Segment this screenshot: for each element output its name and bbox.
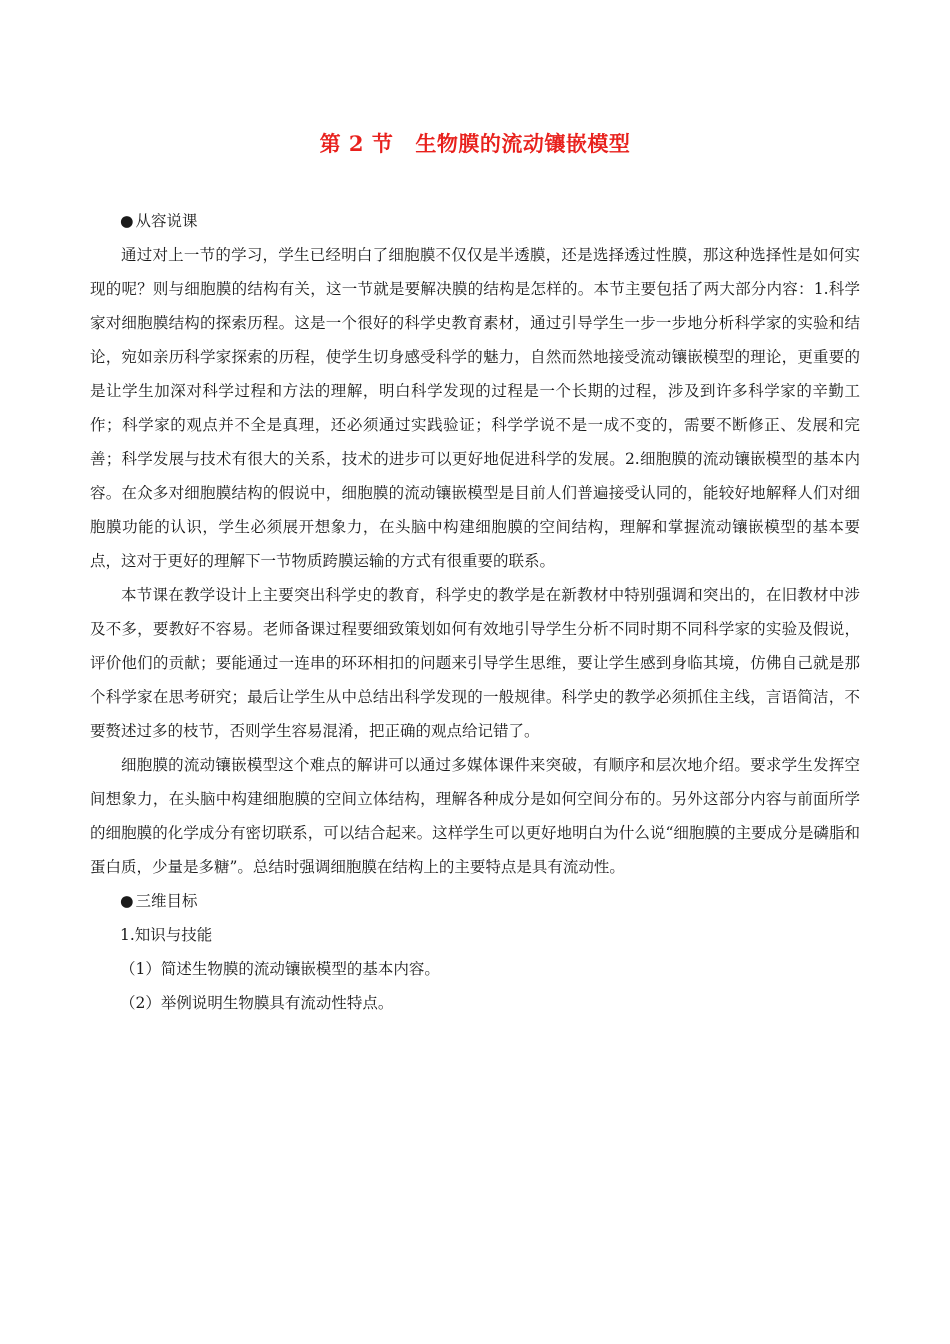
sub-heading-knowledge-skills: 1.知识与技能	[120, 926, 213, 944]
paragraph: 本节课在教学设计上主要突出科学史的教育，科学史的教学是在新教材中特别强调和突出的，在旧教材中涉及不多，要教好不容易。老师备课过程要细致策划如何有效地引导学生分析不同时期不同科学家的实验及假说，评价他们的贡献；要能通过一连串的环环相扣的问题来引导学生思维，要让学生感到身临其境，仿佛自己就是那个科学家在思考研究；最后让学生从中总结出科学发现的一般规律。科学史的教学必须抓住主线，言语简洁，不要赘述过多的枝节，否则学生容易混淆，把正确的观点给记错了。	[90, 586, 860, 740]
title-section-number: 第 2 节	[319, 131, 394, 156]
paragraph: 通过对上一节的学习，学生已经明白了细胞膜不仅仅是半透膜，还是选择透过性膜，那这种选择性是如何实现的呢？则与细胞膜的结构有关，这一节就是要解决膜的结构是怎样的。本节主要包括了两大部分内容：1.科学家对细胞膜结构的探索历程。这是一个很好的科学史教育素材，通过引导学生一步一步地分析科学家的实验和结论，宛如亲历科学家探索的历程，使学生切身感受科学的魅力，自然而然地接受流动镶嵌模型的理论，更重要的是让学生加深对科学过程和方法的理解，明白科学发现的过程是一个长期的过程，涉及到许多科学家的辛勤工作；科学家的观点并不全是真理，还必须通过实践验证；科学学说不是一成不变的，需要不断修正、发展和完善；科学发展与技术有很大的关系，技术的进步可以更好地促进科学的发展。2.细胞膜的流动镶嵌模型的基本内容。在众多对细胞膜结构的假说中，细胞膜的流动镶嵌模型是目前人们普遍接受认同的，能较好地解释人们对细胞膜功能的认识，学生必须展开想象力，在头脑中构建细胞膜的空间结构，理解和掌握流动镶嵌模型的基本要点，这对于更好的理解下一节物质跨膜运输的方式有很重要的联系。	[90, 246, 860, 570]
document-body	[90, 204, 860, 1020]
section-heading-intro	[90, 204, 860, 238]
list-item: （2）举例说明生物膜具有流动性特点。	[120, 994, 394, 1012]
bullet-icon: ●	[120, 892, 134, 910]
section-heading-goals	[90, 884, 860, 918]
title-text: 生物膜的流动镶嵌模型	[415, 131, 631, 156]
section-heading-label: 三维目标	[135, 892, 198, 910]
list-item: （1）简述生物膜的流动镶嵌模型的基本内容。	[120, 960, 440, 978]
bullet-icon: ●	[120, 212, 134, 230]
section-heading-label: 从容说课	[135, 212, 198, 230]
paragraph: 细胞膜的流动镶嵌模型这个难点的解讲可以通过多媒体课件来突破，有顺序和层次地介绍。要求学生发挥空间想象力，在头脑中构建细胞膜的空间立体结构，理解各种成分是如何空间分布的。另外这部分内容与前面所学的细胞膜的化学成分有密切联系，可以结合起来。这样学生可以更好地明白为什么说“细胞膜的主要成分是磷脂和蛋白质，少量是多糖”。总结时强调细胞膜在结构上的主要特点是具有流动性。	[90, 756, 860, 876]
page-title	[0, 128, 950, 158]
